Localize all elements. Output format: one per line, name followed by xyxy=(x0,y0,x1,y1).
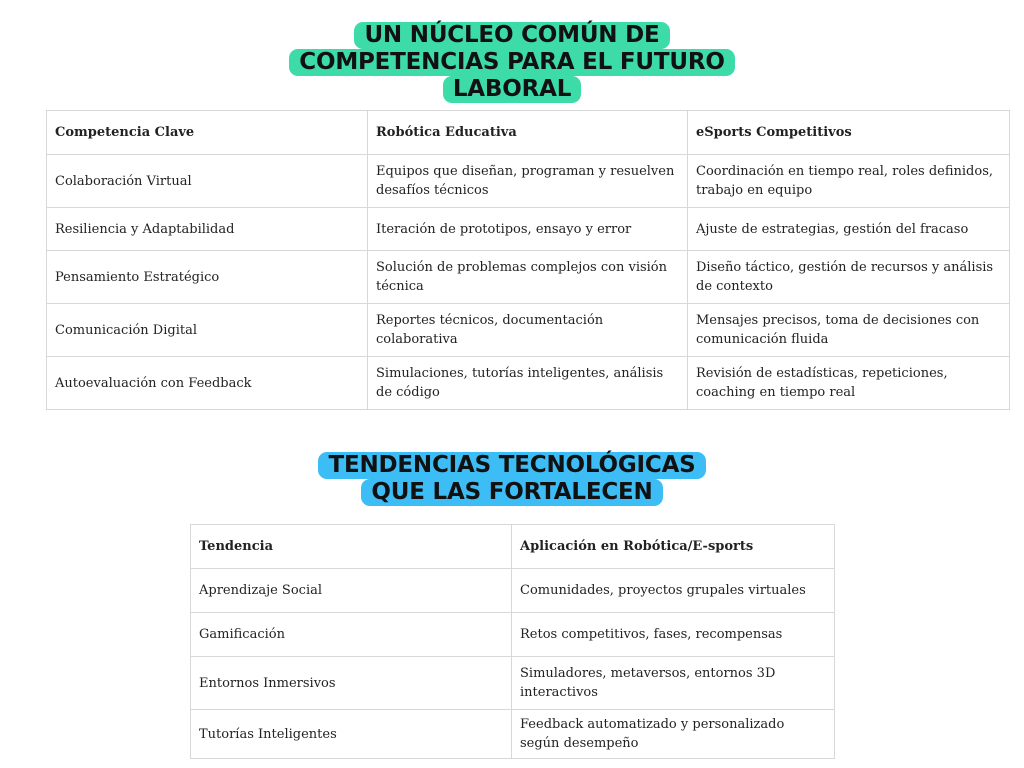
table-row xyxy=(47,357,1010,410)
table-cell: Reportes técnicos, documentación colaborativa xyxy=(368,304,688,357)
section-title-tendencias xyxy=(0,452,1024,506)
table-header-row xyxy=(191,525,835,569)
table-cell: Entornos Inmersivos xyxy=(191,657,512,710)
table-cell: Feedback automatizado y personalizado según desempeño xyxy=(512,710,835,759)
table-row xyxy=(191,613,835,657)
table-cell: Equipos que diseñan, programan y resuelven desafíos técnicos xyxy=(368,155,688,208)
title-line: QUE LAS FORTALECEN xyxy=(361,479,662,506)
table-cell: Colaboración Virtual xyxy=(47,155,368,208)
section-title-competencias xyxy=(0,22,1024,103)
table-cell: Iteración de prototipos, ensayo y error xyxy=(368,208,688,251)
table-row xyxy=(191,657,835,710)
table-cell: Ajuste de estrategias, gestión del fracaso xyxy=(688,208,1010,251)
table-row xyxy=(191,569,835,613)
table-cell: Comunicación Digital xyxy=(47,304,368,357)
table-row xyxy=(47,155,1010,208)
table-cell: Solución de problemas complejos con visión técnica xyxy=(368,251,688,304)
table-cell: Comunidades, proyectos grupales virtuales xyxy=(512,569,835,613)
table-cell: Pensamiento Estratégico xyxy=(47,251,368,304)
column-header: eSports Competitivos xyxy=(688,111,1010,155)
competencias-table xyxy=(46,110,1010,410)
table-row xyxy=(47,208,1010,251)
table-cell: Autoevaluación con Feedback xyxy=(47,357,368,410)
table-cell: Gamificación xyxy=(191,613,512,657)
table-row xyxy=(191,710,835,759)
column-header: Robótica Educativa xyxy=(368,111,688,155)
table-cell: Resiliencia y Adaptabilidad xyxy=(47,208,368,251)
table-cell: Aprendizaje Social xyxy=(191,569,512,613)
table-cell: Tutorías Inteligentes xyxy=(191,710,512,759)
table-row xyxy=(47,304,1010,357)
table-cell: Coordinación en tiempo real, roles definidos, trabajo en equipo xyxy=(688,155,1010,208)
table-cell: Mensajes precisos, toma de decisiones con comunicación fluida xyxy=(688,304,1010,357)
table-row xyxy=(47,251,1010,304)
title-line: TENDENCIAS TECNOLÓGICAS xyxy=(318,452,705,479)
table-cell: Revisión de estadísticas, repeticiones, coaching en tiempo real xyxy=(688,357,1010,410)
title-line: UN NÚCLEO COMÚN DE xyxy=(354,22,669,49)
table-cell: Simulaciones, tutorías inteligentes, análisis de código xyxy=(368,357,688,410)
table-cell: Retos competitivos, fases, recompensas xyxy=(512,613,835,657)
column-header: Aplicación en Robótica/E-sports xyxy=(512,525,835,569)
column-header: Tendencia xyxy=(191,525,512,569)
title-line: COMPETENCIAS PARA EL FUTURO xyxy=(289,49,734,76)
column-header: Competencia Clave xyxy=(47,111,368,155)
table-cell: Simuladores, metaversos, entornos 3D interactivos xyxy=(512,657,835,710)
table-cell: Diseño táctico, gestión de recursos y análisis de contexto xyxy=(688,251,1010,304)
tendencias-table xyxy=(190,524,835,759)
title-line: LABORAL xyxy=(443,76,581,103)
table-header-row xyxy=(47,111,1010,155)
